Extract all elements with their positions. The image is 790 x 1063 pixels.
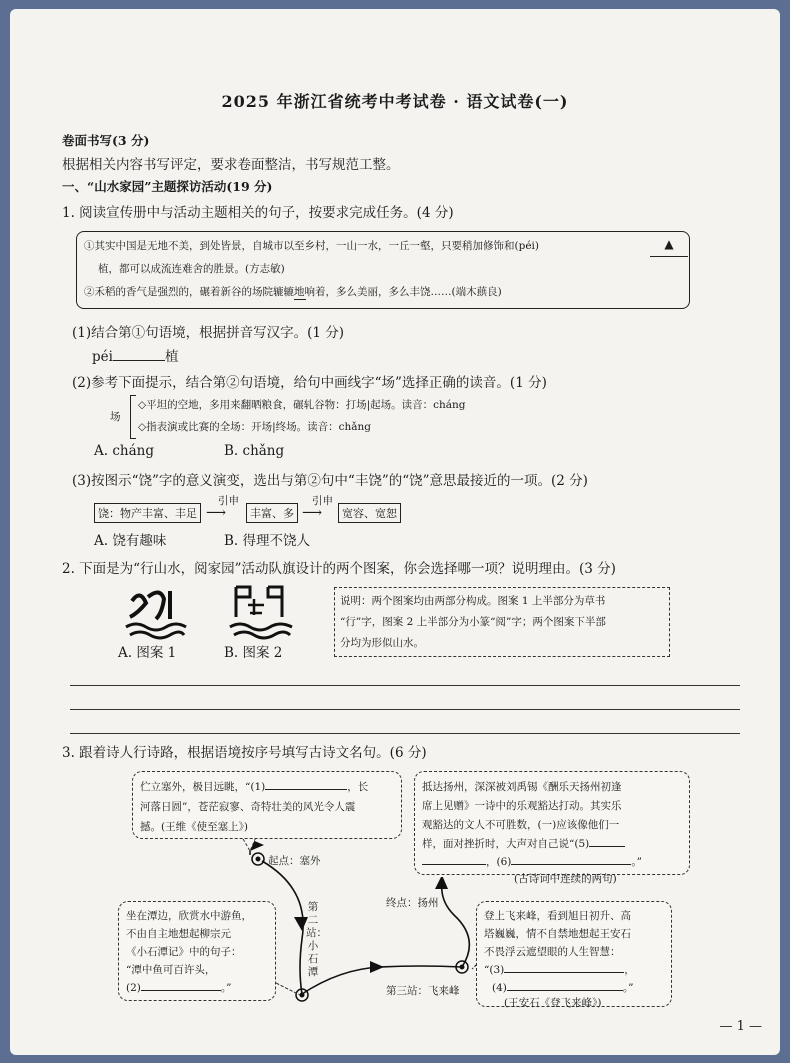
box1-line1-tail: ，长 xyxy=(347,781,369,793)
box3-line3: 《小石潭记》中的句子： xyxy=(126,946,242,958)
box1-line3: 撼。(王维《使至塞上》) xyxy=(140,821,248,833)
page-title: 2025 年浙江省统考中考试卷 · 语文试卷(一) xyxy=(221,92,569,111)
q1-sub1: (1)结合第①句语境，根据拼音写汉字。(1 分) xyxy=(72,325,345,341)
arrow-right-icon: ⟶ xyxy=(302,505,323,521)
stop3-label: 第三站：飞来峰 xyxy=(386,985,460,997)
blank-2[interactable] xyxy=(141,990,221,991)
sub1-char: 植 xyxy=(164,349,179,365)
flow-box-3: 宽容、宽恕 xyxy=(338,503,401,523)
box2-line1: 抵达扬州，深深被刘禹锡《酬乐天扬州初逢 xyxy=(422,781,622,793)
box4-line1: 登上飞来峰，看到旭日初升、高 xyxy=(484,910,631,922)
pattern-option-b[interactable]: B. 图案 2 xyxy=(224,645,283,661)
box3-line1: 坐在潭边，欣赏水中游鱼， xyxy=(126,910,252,922)
hint-char: 场 xyxy=(110,411,121,423)
box4-line4 xyxy=(484,962,635,977)
box4-line6: (王安石《登飞来峰》) xyxy=(504,997,602,1009)
q1-sub2: (2)参考下面提示，结合第②句语境，给句中画线字“场”选择正确的读音。(1 分) xyxy=(72,375,547,391)
box2-line5-text: ，(6) xyxy=(486,856,512,868)
sub3-option-b[interactable]: B. 得理不饶人 xyxy=(224,533,311,549)
page-number: — 1 — xyxy=(719,1019,762,1034)
box1-line2: 河落日圆”，苍茫寂寥、奇特壮美的风光令人震 xyxy=(140,801,356,813)
flow-box-1: 饶：物产丰富、丰足 xyxy=(94,503,201,523)
start-label: 起点：塞外 xyxy=(268,855,321,867)
sub2-option-a[interactable]: A. cháng xyxy=(94,443,154,459)
end-label: 终点：扬州 xyxy=(386,897,439,909)
box4-line4-tail: ， xyxy=(624,964,635,976)
pattern-note-line2: “行”字，图案 2 上半部分为小篆“阅”字；两个图案下半部 xyxy=(340,616,606,628)
exam-page xyxy=(10,9,780,1055)
box2-line6: (古诗词中连续的两句) xyxy=(514,873,617,885)
box4-line4-text: “(3) xyxy=(484,964,505,976)
flow-arrow-label-1: 引申 xyxy=(218,495,239,507)
blank-5-cont[interactable] xyxy=(422,864,486,865)
box3-line5 xyxy=(126,980,232,995)
box1-line1-text: 伫立塞外，极目远眺，“(1) xyxy=(140,781,266,793)
box4-line2: 塔巍巍，情不自禁地想起王安石 xyxy=(484,928,631,940)
hint2: ◇指表演或比赛的全场：开场|终场。读音：chǎng xyxy=(138,421,371,433)
box2-line4-text: 样，面对挫折时，大声对自己说“(5) xyxy=(422,838,590,850)
quote1-line2: 植，都可以成流连难舍的胜景。(方志敏) xyxy=(98,263,285,275)
blank-4[interactable] xyxy=(507,990,623,991)
box3-line5-text: (2) xyxy=(126,982,141,994)
box3-line5-tail: 。” xyxy=(220,982,232,994)
sub1-pinyin: péi xyxy=(92,349,113,365)
section1-heading: 一、“山水家园”主题探访活动(19 分) xyxy=(62,179,273,194)
box2-line4 xyxy=(422,836,625,851)
handwriting-label: 卷面书写(3 分) xyxy=(62,133,150,148)
blank-3[interactable] xyxy=(504,972,624,973)
box3-line2: 不由自主地想起柳宗元 xyxy=(126,928,231,940)
blank-5[interactable] xyxy=(589,846,625,847)
box2-line5-tail: 。” xyxy=(631,856,642,868)
q3-stem: 3. 跟着诗人行诗路，根据语境按序号填写古诗文名句。(6 分) xyxy=(62,745,427,761)
handwriting-desc: 根据相关内容书写评定，要求卷面整洁，书写规范工整。 xyxy=(62,157,400,173)
q2-stem: 2. 下面是为“行山水，阅家园”活动队旗设计的两个图案，你会选择哪一项？说明理由。(3 分) xyxy=(62,561,616,577)
blank-1[interactable] xyxy=(265,789,347,790)
box2-line2: 席上见赠》一诗中的乐观豁达打动。其实乐 xyxy=(422,800,622,812)
sub2-option-b[interactable]: B. chǎng xyxy=(224,443,285,459)
box4-line5 xyxy=(492,980,634,995)
arrow-right-icon: ⟶ xyxy=(206,505,227,521)
q1-stem: 1. 阅读宣传册中与活动主题相关的句子，按要求完成任务。(4 分) xyxy=(62,205,454,221)
box2-line5 xyxy=(422,854,642,869)
stop2-label: 第二站：小石潭 xyxy=(306,901,327,978)
quote2: ②禾稻的香气是强烈的，碾着新谷的场院辘辘地响着，多么美丽，多么丰饶……(端木蕻良) xyxy=(84,286,502,298)
box4-line5-text: (4) xyxy=(492,982,507,994)
q1-sub3: (3)按图示“饶”字的意义演变，选出与第②句中“丰饶”的“饶”意思最接近的一项。(2 分) xyxy=(72,473,588,489)
box4-line3: 不畏浮云遮望眼的人生智慧： xyxy=(484,946,621,958)
flow-arrow-label-2: 引申 xyxy=(312,495,333,507)
pattern-note-line3: 分均为形似山水。 xyxy=(340,637,424,649)
blank-6[interactable] xyxy=(511,864,631,865)
box1-line1 xyxy=(140,779,368,794)
triangle-icon: ▲ xyxy=(650,237,688,257)
flow-box-2: 丰富、多 xyxy=(246,503,298,523)
box4-line5-tail: 。” xyxy=(622,982,634,994)
box3-line4: “潭中鱼可百许头， xyxy=(126,964,216,976)
pattern-note-line1: 说明：两个图案均由两部分构成。图案 1 上半部分为草书 xyxy=(340,595,606,607)
quote1-line1: ①其实中国是无地不美，到处皆景，自城市以至乡村，一山一水，一丘一壑，只要稍加修饰和(péi) xyxy=(84,240,539,252)
hint1: ◇平坦的空地，多用来翻晒粮食，碾轧谷物：打场|起场。读音：cháng xyxy=(138,399,466,411)
box2-line3: 观豁达的文人不可胜数，(一)应该像他们一 xyxy=(422,819,620,831)
pattern-option-a[interactable]: A. 图案 1 xyxy=(118,645,177,661)
sub3-option-a[interactable]: A. 饶有趣味 xyxy=(94,533,167,549)
